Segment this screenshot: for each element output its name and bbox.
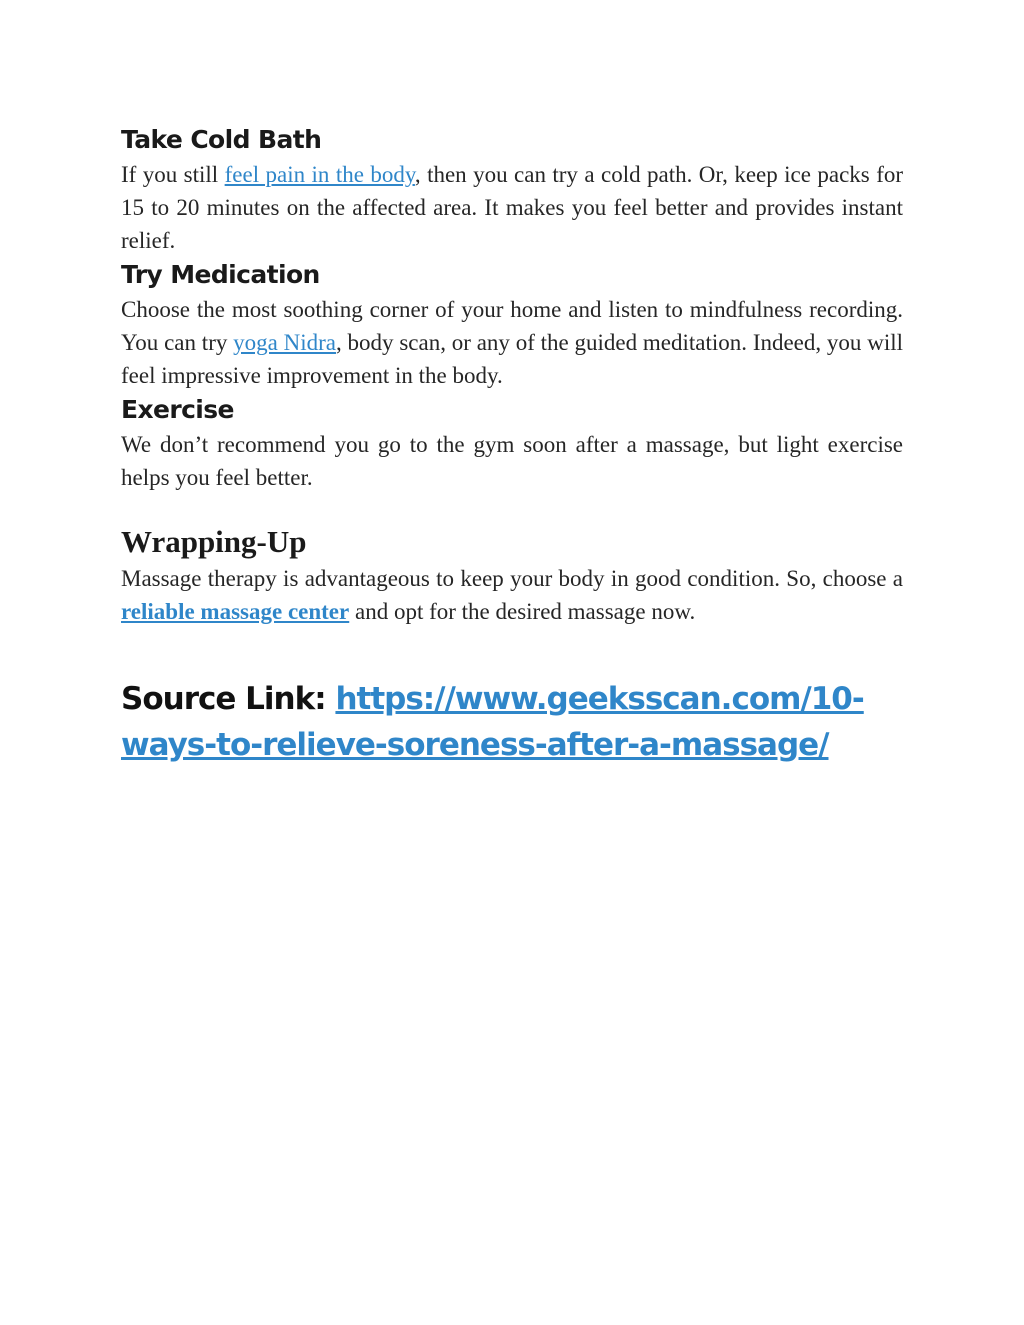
source-link-url[interactable]: https://www.geeksscan.com/10-ways-to-relieve-soreness-after-a-massage/ <box>121 681 864 763</box>
heading-exercise: Exercise <box>121 395 234 424</box>
paragraph-cold-bath <box>121 158 903 257</box>
wrapping-up-text-before: Massage therapy is advantageous to keep your body in good condition. So, choose a <box>121 566 903 591</box>
cold-bath-text-before: If you still <box>121 162 225 187</box>
medication-text-after: , body scan, or any of the guided meditation. Indeed, you will feel impressive improvement in the body. <box>121 330 903 388</box>
medication-text-before: Choose the most soothing corner of your home and listen to mindfulness recording. You can try <box>121 297 903 355</box>
link-yoga-nidra[interactable]: yoga Nidra <box>233 330 337 355</box>
paragraph-exercise: We don’t recommend you go to the gym soon after a massage, but light exercise helps you feel better. <box>121 432 903 490</box>
heading-take-cold-bath: Take Cold Bath <box>121 125 322 154</box>
heading-try-medication: Try Medication <box>121 260 320 289</box>
paragraph-medication <box>121 293 903 392</box>
wrapping-up-text-after: and opt for the desired massage now. <box>349 599 696 624</box>
source-link-label: Source Link: <box>121 681 336 717</box>
link-feel-pain-in-the-body[interactable]: feel pain in the body <box>224 162 415 187</box>
link-reliable-massage-center[interactable]: reliable massage center <box>121 599 350 624</box>
paragraph-wrapping-up <box>121 562 903 628</box>
document-page <box>121 122 903 768</box>
heading-wrapping-up: Wrapping-Up <box>121 524 307 559</box>
source-link-line <box>121 676 903 768</box>
cold-bath-text-after: , then you can try a cold path. Or, keep ice packs for 15 to 20 minutes on the affected area. It makes you feel better and provides instant relief. <box>121 162 904 253</box>
